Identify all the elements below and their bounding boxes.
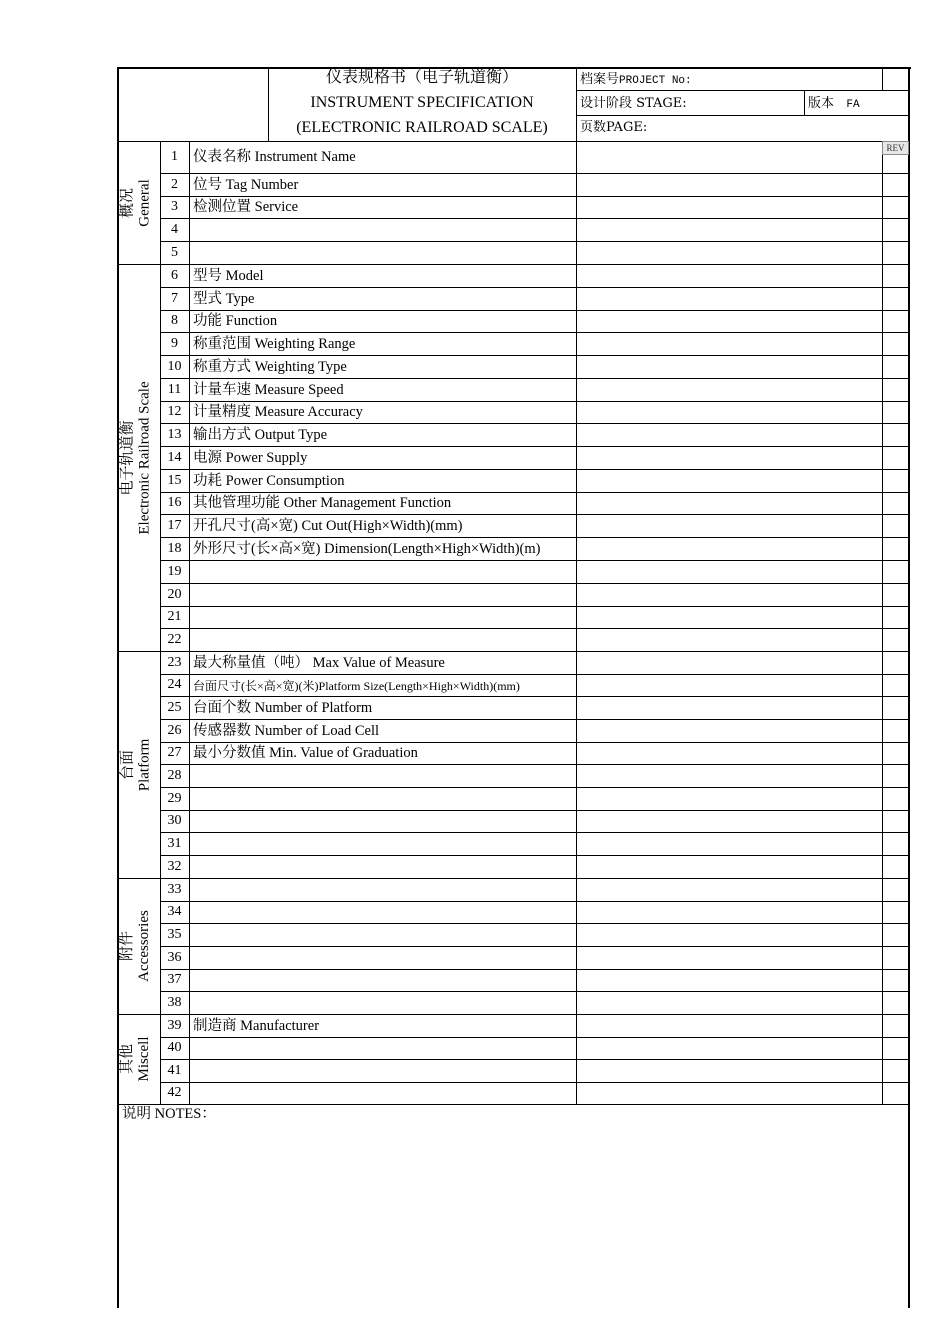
row-value-cell[interactable] xyxy=(577,1083,881,1103)
row-value-cell[interactable] xyxy=(577,970,881,990)
row-number: 7 xyxy=(171,291,178,306)
row-number: 36 xyxy=(167,950,182,965)
row-number: 3 xyxy=(171,199,178,214)
row-value-cell[interactable] xyxy=(577,356,881,377)
row-value-cell[interactable] xyxy=(577,1060,881,1081)
row-number: 14 xyxy=(167,450,182,465)
row-value-cell[interactable] xyxy=(577,856,881,877)
section-label xyxy=(119,878,159,1014)
row-number: 19 xyxy=(167,564,182,579)
row-value-cell[interactable] xyxy=(577,720,881,741)
row-value-cell[interactable] xyxy=(577,515,881,536)
row-value-cell[interactable] xyxy=(577,424,881,445)
section-label-cn: 电子轨道衡 xyxy=(119,420,135,496)
row-number: 21 xyxy=(167,609,182,624)
section-label xyxy=(119,1014,159,1104)
row-number: 31 xyxy=(167,836,182,851)
row-value-cell[interactable] xyxy=(577,538,881,559)
row-number: 32 xyxy=(167,859,182,874)
section-label-en: Platform xyxy=(136,738,152,791)
row-value-cell[interactable] xyxy=(577,924,881,945)
rev-marker: REV xyxy=(882,141,909,155)
row-number: 5 xyxy=(171,245,178,260)
row-value-cell[interactable] xyxy=(577,470,881,491)
number-column-line xyxy=(189,141,190,1104)
row-number: 33 xyxy=(167,882,182,897)
section-label-en: Accessories xyxy=(136,910,152,982)
section-label-en: General xyxy=(136,178,152,227)
row-value-cell[interactable] xyxy=(577,992,881,1013)
row-number: 37 xyxy=(167,972,182,987)
section-label-cn: 其他 xyxy=(119,1044,135,1075)
row-value-cell[interactable] xyxy=(577,561,881,582)
notes-label: 说明 NOTES： xyxy=(122,1106,216,1122)
row-number: 8 xyxy=(171,313,178,328)
row-value-cell[interactable] xyxy=(577,288,881,309)
version-field xyxy=(808,97,860,111)
row-value-cell[interactable] xyxy=(577,242,881,263)
row-value-cell[interactable] xyxy=(577,333,881,354)
row-number: 15 xyxy=(167,473,182,488)
row-label: 台面个数 Number of Platform xyxy=(193,700,373,716)
row-number: 12 xyxy=(167,404,182,419)
section-label xyxy=(119,141,159,264)
version-value: FA xyxy=(846,99,860,111)
version-label: 版本 xyxy=(808,96,835,111)
table-bottom-line xyxy=(117,1104,909,1105)
project-number-label xyxy=(580,73,692,87)
header-divider-project xyxy=(882,67,883,90)
row-number: 9 xyxy=(171,336,178,351)
section-label-en: Miscell xyxy=(136,1036,152,1082)
row-value-cell[interactable] xyxy=(577,1015,881,1036)
row-number: 26 xyxy=(167,723,182,738)
row-value-cell[interactable] xyxy=(577,902,881,922)
row-label: 称重方式 Weighting Type xyxy=(193,359,347,375)
rev-column-line xyxy=(882,141,883,1104)
row-label: 仪表名称 Instrument Name xyxy=(193,149,356,165)
title-english-line1: INSTRUMENT SPECIFICATION xyxy=(310,94,534,111)
section-label-cn: 台面 xyxy=(119,749,135,780)
row-value-cell[interactable] xyxy=(577,629,881,650)
row-label: 其他管理功能 Other Management Function xyxy=(193,495,452,511)
row-value-cell[interactable] xyxy=(577,219,881,240)
row-value-cell[interactable] xyxy=(577,493,881,513)
row-label: 位号 Tag Number xyxy=(193,177,299,193)
row-label: 功耗 Power Consumption xyxy=(193,473,345,489)
row-label: 功能 Function xyxy=(193,313,278,329)
row-value-cell[interactable] xyxy=(577,652,881,673)
row-value-cell[interactable] xyxy=(577,197,881,217)
row-number: 41 xyxy=(167,1063,182,1078)
row-value-cell[interactable] xyxy=(577,811,881,831)
header-row-line-1 xyxy=(576,90,909,91)
row-label: 检测位置 Service xyxy=(193,199,299,215)
section-label-cn: 附件 xyxy=(119,931,135,962)
row-label: 制造商 Manufacturer xyxy=(193,1018,320,1034)
section-label xyxy=(119,651,159,878)
row-number: 22 xyxy=(167,632,182,647)
design-stage-label: 设计阶段 STAGE: xyxy=(580,96,687,111)
row-value-cell[interactable] xyxy=(577,174,881,195)
row-number: 42 xyxy=(167,1085,182,1100)
row-value-cell[interactable] xyxy=(577,879,881,900)
header-divider-right xyxy=(576,67,577,141)
row-number: 30 xyxy=(167,813,182,828)
row-value-cell[interactable] xyxy=(577,833,881,854)
row-label: 最大称量值（吨） Max Value of Measure xyxy=(193,655,445,671)
row-number: 35 xyxy=(167,927,182,942)
row-number: 18 xyxy=(167,541,182,556)
row-number: 10 xyxy=(167,359,182,374)
title-chinese: 仪表规格书（电子轨道衡） xyxy=(325,69,518,86)
row-label: 外形尺寸(长×高×宽) Dimension(Length×High×Width)(m) xyxy=(193,541,541,557)
project-number-label-en: PROJECT No: xyxy=(619,75,692,87)
row-value-cell[interactable] xyxy=(577,675,881,695)
row-number: 23 xyxy=(167,655,182,670)
row-label: 称重范围 Weighting Range xyxy=(193,336,356,352)
row-label: 传感器数 Number of Load Cell xyxy=(193,723,380,739)
row-label: 计量精度 Measure Accuracy xyxy=(193,404,363,420)
row-value-cell[interactable] xyxy=(577,697,881,718)
header-divider-version xyxy=(804,90,805,115)
row-value-cell[interactable] xyxy=(577,765,881,786)
row-number: 6 xyxy=(171,268,178,283)
row-label: 计量车速 Measure Speed xyxy=(193,382,344,398)
row-number: 17 xyxy=(167,518,182,533)
row-value-cell[interactable] xyxy=(577,311,881,331)
row-label: 电源 Power Supply xyxy=(193,450,308,466)
row-value-cell[interactable] xyxy=(577,265,881,286)
row-value-cell[interactable] xyxy=(577,788,881,809)
row-number: 4 xyxy=(171,222,178,237)
row-number: 34 xyxy=(167,904,182,919)
section-label-en: Electronic Railroad Scale xyxy=(136,380,152,535)
section-label xyxy=(119,264,159,651)
row-label: 输出方式 Output Type xyxy=(193,427,328,443)
row-number: 2 xyxy=(171,177,178,192)
project-number-label-cn: 档案号 xyxy=(580,72,620,87)
title-english-line2: (ELECTRONIC RAILROAD SCALE) xyxy=(296,119,548,136)
row-number: 27 xyxy=(167,745,182,760)
row-number: 29 xyxy=(167,791,182,806)
row-number: 13 xyxy=(167,427,182,442)
row-label: 开孔尺寸(高×宽) Cut Out(High×Width)(mm) xyxy=(193,518,463,534)
section-label-cn: 概况 xyxy=(119,187,135,218)
row-number: 16 xyxy=(167,495,182,510)
row-number: 40 xyxy=(167,1040,182,1055)
row-label: 型号 Model xyxy=(193,268,264,284)
row-number: 1 xyxy=(171,149,178,164)
row-value-cell[interactable] xyxy=(577,402,881,422)
outer-border-right xyxy=(908,67,910,1308)
row-number: 20 xyxy=(167,587,182,602)
row-number: 25 xyxy=(167,700,182,715)
row-value-cell[interactable] xyxy=(577,947,881,968)
row-label: 最小分数值 Min. Value of Graduation xyxy=(193,745,418,761)
row-value-cell[interactable] xyxy=(577,607,881,627)
row-number: 39 xyxy=(167,1018,182,1033)
row-label: 型式 Type xyxy=(193,291,255,307)
row-value-cell[interactable] xyxy=(577,743,881,763)
row-number: 28 xyxy=(167,768,182,783)
row-value-cell[interactable] xyxy=(577,584,881,605)
row-number: 38 xyxy=(167,995,182,1010)
row-value-cell[interactable] xyxy=(577,379,881,400)
row-number: 24 xyxy=(167,677,182,692)
header-row-line-2 xyxy=(576,115,909,116)
row-label: 台面尺寸(长×高×宽)(米)Platform Size(Length×High×Width)(mm) xyxy=(193,679,520,693)
page-count-label: 页数PAGE: xyxy=(580,120,648,135)
row-value-cell[interactable] xyxy=(577,447,881,468)
row-value-cell[interactable] xyxy=(577,142,881,172)
row-number: 11 xyxy=(167,382,182,397)
row-value-cell[interactable] xyxy=(577,1038,881,1058)
